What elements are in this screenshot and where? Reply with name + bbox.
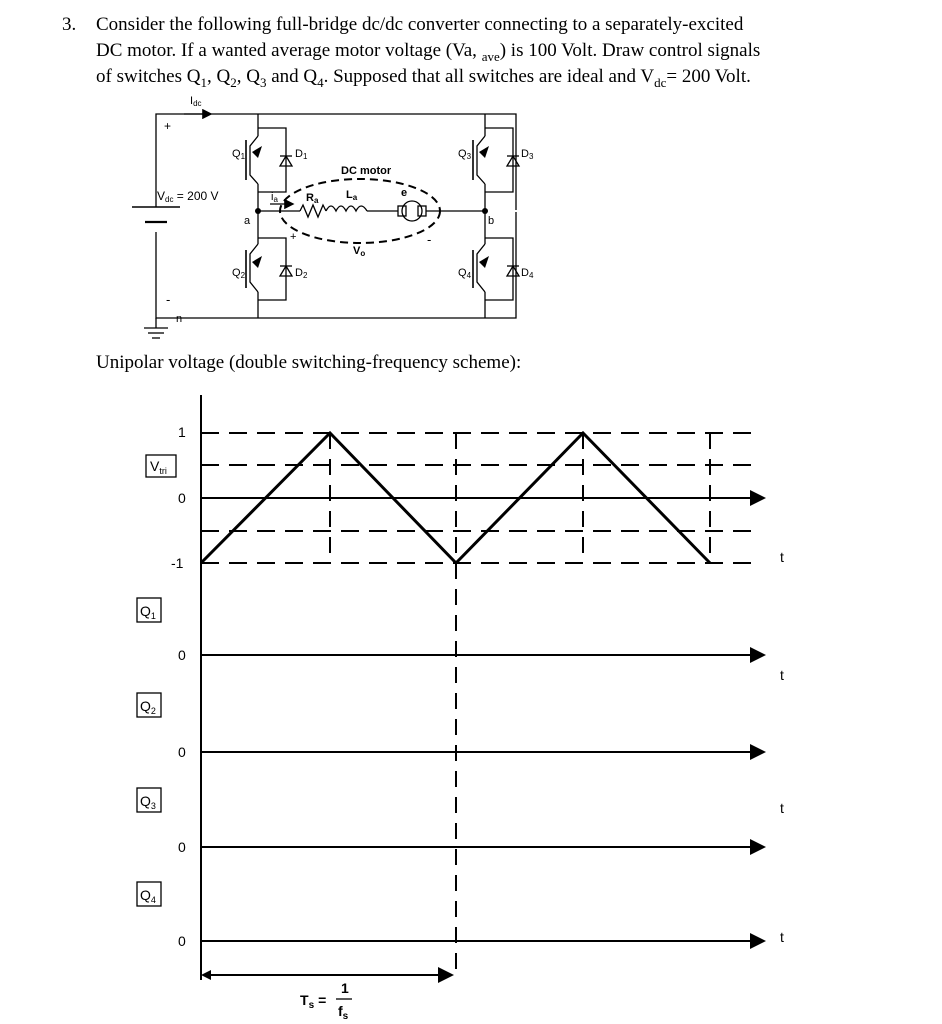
ts-numerator: 1 xyxy=(341,980,349,996)
q4-wave-label: $Q_4$ xyxy=(140,887,156,905)
d4-label: D4 xyxy=(521,267,534,280)
node-b-dot xyxy=(482,208,488,214)
q1-label: Q1 xyxy=(232,148,246,161)
question-sep-1: , Q xyxy=(206,66,231,87)
va-ave-subscript: ave xyxy=(481,48,500,64)
t-label-q1: t xyxy=(780,667,784,683)
question-line-1: Consider the following full-bridge dc/dc converter connecting to a separately-excited xyxy=(96,14,744,35)
t-label-q4: t xyxy=(780,929,784,945)
plus-top: + xyxy=(164,119,172,133)
d3-label: D3 xyxy=(521,148,534,161)
question-line-3-b: . Supposed that all switches are ideal and V xyxy=(323,66,655,87)
plus-motor: + xyxy=(290,231,297,243)
q1-zero-tick: 0 xyxy=(178,647,186,663)
dc-motor-label: DC motor xyxy=(341,165,392,177)
waveform-axes xyxy=(201,395,762,980)
question-line-3-a: of switches Q xyxy=(96,66,201,87)
y-tick-one: 1 xyxy=(178,424,186,440)
question-line-3-c: = 200 Volt. xyxy=(666,66,751,87)
q2-wave-label: $Q_2$ xyxy=(140,698,156,716)
la-label: La xyxy=(346,189,358,202)
q1-subscript: 1 xyxy=(200,74,207,90)
minus-motor: - xyxy=(427,232,432,247)
question-line-2-b: ) is 100 Volt. Draw control signals xyxy=(499,40,761,61)
question-number: 3. xyxy=(62,14,77,35)
q3-subscript: 3 xyxy=(259,74,267,90)
d1-label: D1 xyxy=(295,148,308,161)
q4-label: Q4 xyxy=(458,267,472,280)
ts-label: $T_s$ = xyxy=(300,992,327,1011)
question-sep-2: , Q xyxy=(236,66,260,87)
minus-bottom: - xyxy=(166,292,171,307)
q3-wave-label: $Q_3$ xyxy=(140,793,156,811)
q3-label: Q3 xyxy=(458,148,472,161)
ra-label: Ra xyxy=(306,192,319,205)
q1-wave-label: $Q_1$ xyxy=(140,603,156,621)
n-label: n xyxy=(176,313,183,325)
q4-zero-tick: 0 xyxy=(178,933,186,949)
q4-subscript: 4 xyxy=(317,74,324,90)
vdc-subscript: dc xyxy=(654,74,667,90)
ia-label: ia xyxy=(271,191,278,204)
vtri-label: $V_{tri}$ xyxy=(150,458,167,476)
ts-denominator: $f_s$ xyxy=(338,1003,349,1022)
question-line-2-a: DC motor. If a wanted average motor voltage (Va, xyxy=(96,40,482,61)
node-a-dot xyxy=(255,208,261,214)
q2-label: Q2 xyxy=(232,267,246,280)
question-and: and Q xyxy=(266,66,318,87)
t-label-q3: t xyxy=(780,800,784,816)
y-tick-zero: 0 xyxy=(178,490,186,506)
vo-label: Vo xyxy=(353,245,366,258)
scheme-title: Unipolar voltage (double switching-frequency scheme): xyxy=(96,352,522,373)
d2-label: D2 xyxy=(295,267,308,280)
q2-subscript: 2 xyxy=(230,74,237,90)
y-tick-minus-one: -1 xyxy=(171,555,184,571)
q3-zero-tick: 0 xyxy=(178,839,186,855)
vdc-label: Vdc = 200 V xyxy=(157,189,219,204)
node-a-label: a xyxy=(244,215,251,227)
e-label: e xyxy=(401,187,408,199)
t-label-vtri: t xyxy=(780,549,784,565)
q2-zero-tick: 0 xyxy=(178,744,186,760)
idc-label: Idc xyxy=(190,95,202,108)
node-b-label: b xyxy=(488,215,495,227)
